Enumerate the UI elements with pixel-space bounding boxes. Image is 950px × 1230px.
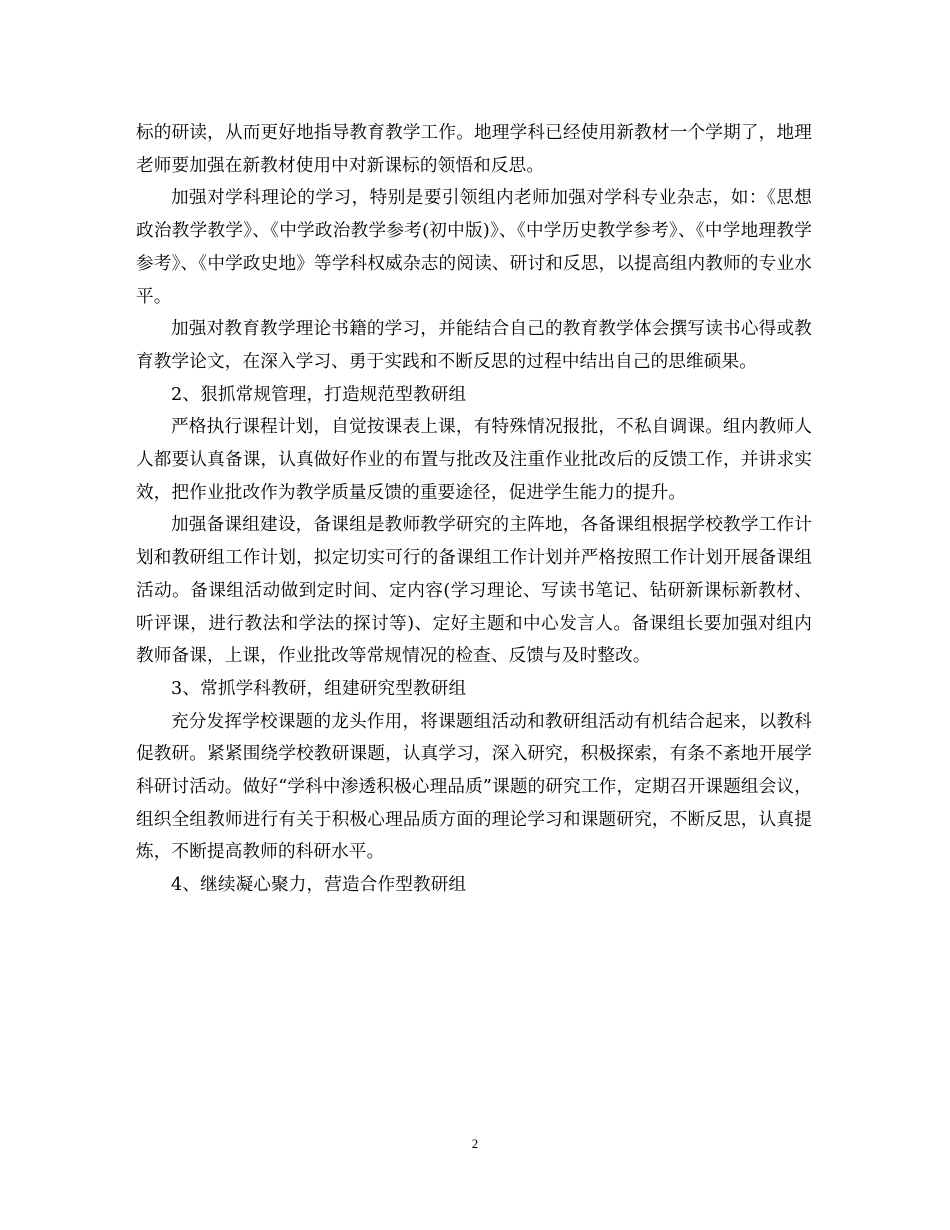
paragraph-theory-books: 加强对教育教学理论书籍的学习，并能结合自己的教育教学体会撰写读书心得或教育教学论文，在深入学习、勇于实践和不断反思的过程中结出自己的思维硕果。 [136,319,812,372]
body-text [136,117,812,902]
page-number: 2 [471,1136,479,1151]
paragraph-continuation: 标的研读，从而更好地指导教育教学工作。地理学科已经使用新教材一个学期了，地理老师要加强在新教材使用中对新课标的领悟和反思。 [136,123,812,176]
paragraph-journals: 加强对学科理论的学习，特别是要引领组内老师加强对学科专业杂志，如：《思想政治教学教学》、《中学政治教学参考(初中版)》、《中学历史教学参考》、《中学地理教学参考》、《中学政史地》等学科权威杂志的阅读、研讨和反思，以提高组内教师的专业水平。 [136,188,812,307]
paragraph-research-topics: 充分发挥学校课题的龙头作用，将课题组活动和教研组活动有机结合起来，以教科促教研。紧紧围绕学校教研课题，认真学习，深入研究，积极探索，有条不紊地开展学科研讨活动。做好“学科中渗透积极心理品质”课题的研究工作，定期召开课题组会议，组织全组教师进行有关于积极心理品质方面的理论学习和课题研究，不断反思，认真提炼，不断提高教师的科研水平。 [136,711,812,863]
section-heading-4: 4、继续凝心聚力，营造合作型教研组 [171,875,467,896]
paragraph-lesson-groups: 加强备课组建设，备课组是教师教学研究的主阵地，各备课组根据学校教学工作计划和教研组工作计划，拟定切实可行的备课组工作计划并严格按照工作计划开展备课组活动。备课组活动做到定时间、定内容(学习理论、写读书笔记、钻研新课标新教材、听评课，进行教法和学法的探讨等)、定好主题和中心发言人。备课组长要加强对组内教师备课，上课，作业批改等常规情况的检查、反馈与及时整改。 [136,515,812,667]
section-heading-3: 3、常抓学科教研，组建研究型教研组 [171,678,467,699]
section-heading-2: 2、狠抓常规管理，打造规范型教研组 [171,384,467,405]
paragraph-course-plan: 严格执行课程计划，自觉按课表上课，有特殊情况报批，不私自调课。组内教师人人都要认真备课，认真做好作业的布置与批改及注重作业批改后的反馈工作，并讲求实效，把作业批改作为教学质量反馈的重要途径，促进学生能力的提升。 [136,417,812,503]
